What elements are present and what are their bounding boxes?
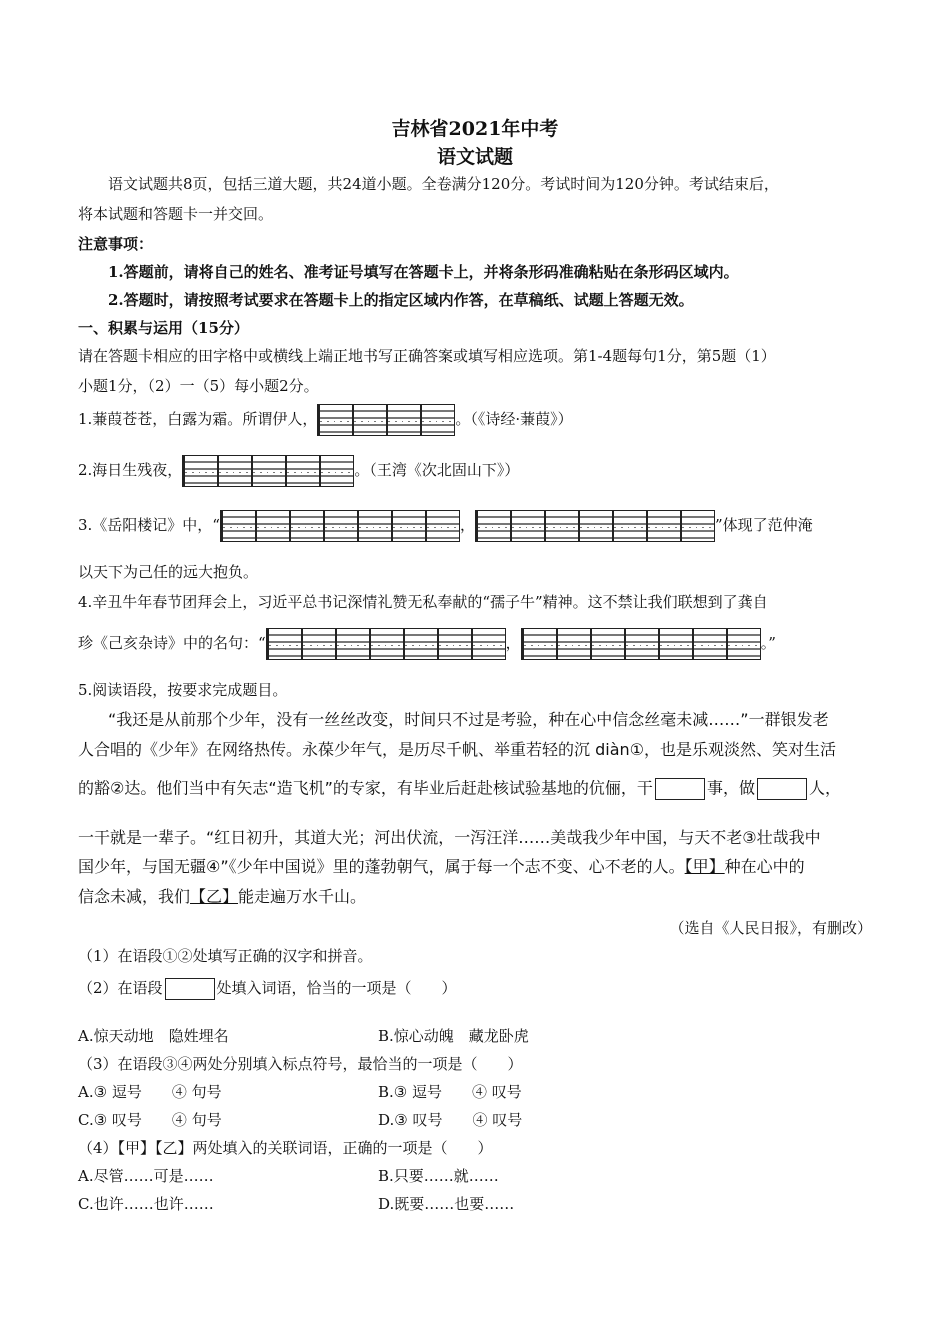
question-4 xyxy=(78,628,776,660)
option-2b[interactable]: B.惊心动魄 藏龙卧虎 xyxy=(378,1027,529,1045)
q4-tail: 。” xyxy=(760,634,776,652)
section-1-heading: 一、积累与运用（15分） xyxy=(78,319,249,337)
q5-heading: 5.阅读语段，按要求完成题目。 xyxy=(78,681,288,699)
question-3 xyxy=(78,510,813,542)
q1-prompt: 1.蒹葭苍苍，白露为霜。所谓伊人， xyxy=(78,410,318,428)
q5-passage-line-3b: 事，做 xyxy=(706,778,755,798)
q2-source: 。（王湾《次北固山下》） xyxy=(354,461,520,479)
q5-marker-yi: 【乙】 xyxy=(190,887,239,906)
q5-passage-line-6 xyxy=(78,887,366,907)
q1-answer-grid[interactable] xyxy=(317,404,455,436)
sub-question-3: （3）在语段③④两处分别填入标点符号，最恰当的一项是（ ） xyxy=(78,1055,523,1073)
q5-marker-jia: 【甲】 xyxy=(684,857,725,876)
sub-question-4-options-row-2 xyxy=(78,1194,514,1214)
option-3d[interactable]: D.③ 叹号 ④ 叹号 xyxy=(378,1111,523,1129)
q5-passage-line-4: 一干就是一辈子。“红日初升，其道大光；河出伏流，一泻汪洋……美哉我少年中国，与天不老③壮哉我中 xyxy=(78,828,821,847)
q4-prompt: 珍《己亥杂诗》中的名句：“ xyxy=(78,634,266,652)
sub-question-3-options-row-2 xyxy=(78,1110,522,1130)
q5-passage-line-5b: 种在心中的 xyxy=(724,857,805,876)
notice-item-2: 2.答题时，请按照考试要求在答题卡上的指定区域内作答，在草稿纸、试题上答题无效。 xyxy=(108,291,694,309)
section-1-instruction-1: 请在答题卡相应的田字格中或横线上端正地书写正确答案或填写相应选项。第1-4题每句1分，第5题（1） xyxy=(78,347,776,365)
exam-title: 吉林省2021年中考 xyxy=(391,118,559,140)
sub-question-3-options-row-1 xyxy=(78,1082,522,1102)
intro-line-1: 语文试题共8页，包括三道大题，共24道小题。全卷满分120分。考试时间为120分钟。考试结束后， xyxy=(108,175,779,193)
q2-prompt: 2.海日生残夜， xyxy=(78,461,183,479)
q5-passage-line-6a: 信念未减，我们 xyxy=(78,887,191,906)
q3-answer-grid-1[interactable] xyxy=(220,510,460,542)
question-1 xyxy=(78,404,573,436)
option-3b[interactable]: B.③ 逗号 ④ 叹号 xyxy=(378,1083,522,1101)
notice-item-1: 1.答题前，请将自己的姓名、准考证号填写在答题卡上，并将条形码准确粘贴在条形码区域内。 xyxy=(108,263,739,281)
option-4d[interactable]: D.既要……也要…… xyxy=(378,1195,515,1213)
q5-passage-line-3 xyxy=(78,778,841,800)
option-4c[interactable]: C.也许……也许…… xyxy=(78,1195,214,1213)
q3-line-2: 以天下为己任的远大抱负。 xyxy=(78,563,259,581)
q2-answer-grid[interactable] xyxy=(182,455,354,487)
q5-passage-line-6b: 能走遍万水千山。 xyxy=(238,887,367,906)
sub-question-2-options xyxy=(78,1026,529,1046)
sub-question-2-pre: （2）在语段 xyxy=(78,979,163,997)
question-2 xyxy=(78,455,519,487)
q4-answer-grid-1[interactable] xyxy=(266,628,506,660)
q3-tail: ”体现了范仲淹 xyxy=(715,516,813,534)
q5-passage-line-3c: 人， xyxy=(808,778,841,798)
section-1-instruction-2: 小题1分，（2）一（5）每小题2分。 xyxy=(78,377,319,395)
sub-question-2-box xyxy=(165,978,215,1000)
sub-question-4-options-row-1 xyxy=(78,1166,499,1186)
sub-question-2-post: 处填入词语，恰当的一项是（ ） xyxy=(216,979,457,997)
q3-comma: ， xyxy=(459,516,475,534)
sub-question-2 xyxy=(78,978,457,1000)
option-4a[interactable]: A.尽管……可是…… xyxy=(78,1167,214,1185)
q5-passage-line-1: “我还是从前那个少年，没有一丝丝改变，时间只不过是考验，种在心中信念丝毫未减……”一群银发老 xyxy=(108,710,829,729)
option-4b[interactable]: B.只要……就…… xyxy=(378,1167,499,1185)
sub-question-4: （4）【甲】【乙】两处填入的关联词语，正确的一项是（ ） xyxy=(78,1139,493,1157)
q5-blank-2[interactable] xyxy=(757,778,807,800)
q5-passage-line-3a: 的豁②达。他们当中有矢志“造飞机”的专家，有毕业后赶赴核试验基地的伉俪，干 xyxy=(78,778,653,798)
q5-source: （选自《人民日报》，有删改） xyxy=(669,919,872,937)
q5-passage-line-5 xyxy=(78,857,805,877)
q5-passage-line-5a: 国少年，与国无疆④”《少年中国说》里的蓬勃朝气，属于每一个志不变、心不老的人。 xyxy=(78,857,685,876)
q4-answer-grid-2[interactable] xyxy=(521,628,761,660)
q5-passage-line-2: 人合唱的《少年》在网络热传。永葆少年气，是历尽千帆、举重若轻的沉 diàn①，也是乐观淡然、笑对生活 xyxy=(78,740,836,759)
intro-line-2: 将本试题和答题卡一并交回。 xyxy=(78,205,274,223)
exam-subtitle: 语文试题 xyxy=(436,146,513,168)
option-2a[interactable]: A.惊天动地 隐姓埋名 xyxy=(78,1027,229,1045)
q3-prompt: 3.《岳阳楼记》中，“ xyxy=(78,516,220,534)
sub-question-1: （1）在语段①②处填写正确的汉字和拼音。 xyxy=(78,947,373,965)
notice-heading: 注意事项： xyxy=(78,235,154,253)
q5-blank-1[interactable] xyxy=(655,778,705,800)
q4-comma: ， xyxy=(505,634,521,652)
option-3c[interactable]: C.③ 叹号 ④ 句号 xyxy=(78,1111,222,1129)
option-3a[interactable]: A.③ 逗号 ④ 句号 xyxy=(78,1083,222,1101)
q4-line-1: 4.辛丑牛年春节团拜会上，习近平总书记深情礼赞无私奉献的“孺子牛”精神。这不禁让我们联想到了龚自 xyxy=(78,593,768,611)
q3-answer-grid-2[interactable] xyxy=(475,510,715,542)
q1-source: 。（《诗经·蒹葭》） xyxy=(455,410,573,428)
